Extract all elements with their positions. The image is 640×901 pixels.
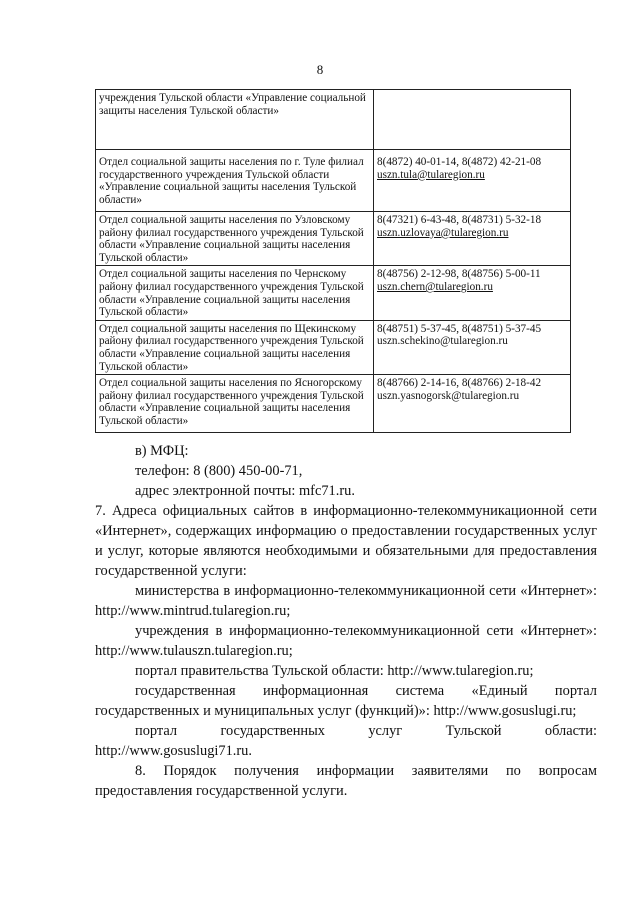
mfc-phone: телефон: 8 (800) 450-00-71, [135,463,303,479]
office-phones: 8(48766) 2-14-16, 8(48766) 2-18-42 [377,377,542,390]
paragraph-7-text: 7. Адреса официальных сайтов в информационно-телекоммуникационной сети «Интернет», содержащих информацию о предоставлении государственных услуг и услуг, которые являются необходимыми и обязательными для предоставления государственной услуги: [95,503,597,579]
offices-table [95,89,571,433]
office-contacts-cell [374,375,571,433]
mfc-email: адрес электронной почты: mfc71.ru. [135,483,355,499]
epgu-site: государственная информационная система «Единый портал государственных и муниципальных услуг (функций)»: http://www.gosuslugi.ru; [95,683,597,719]
office-phones: 8(48756) 2-12-98, 8(48756) 5-00-11 [377,268,541,281]
office-name-cell: Отдел социальной защиты населения по Щекинскому району филиал государственного учреждения Тульской области «Управление социальной защиты населения Тульской области» [96,320,374,374]
office-email: uszn.schekino@tularegion.ru [377,335,508,348]
regional-portal-site: портал государственных услуг Тульской области: http://www.gosuslugi71.ru. [95,723,597,759]
office-phones: 8(4872) 40-01-14, 8(4872) 42-21-08 [377,156,542,168]
ministry-site: министерства в информационно-телекоммуникационной сети «Интернет»: http://www.mintrud.tularegion.ru; [95,583,597,619]
mfc-heading: в) МФЦ: [135,443,189,459]
office-name-cell: Отдел социальной защиты населения по г. Туле филиал государственного учреждения Тульской области «Управление социальной защиты населения Тульской области» [96,150,374,212]
gov-portal-site: портал правительства Тульской области: http://www.tularegion.ru; [135,663,534,679]
table-row [96,266,571,320]
table-row [96,320,571,374]
office-phones: 8(47321) 6-43-48, 8(48731) 5-32-18 [377,214,542,226]
page-number: 8 [316,62,324,77]
office-contacts-cell [374,266,571,320]
office-phones: 8(48751) 5-37-45, 8(48751) 5-37-45 [377,322,542,335]
table-row [96,375,571,433]
table-row [96,90,571,150]
table-row [96,150,571,212]
office-email-link[interactable]: uszn.tula@tularegion.ru [377,168,485,181]
office-contacts-cell [374,212,571,266]
agency-site: учреждения в информационно-телекоммуникационной сети «Интернет»: http://www.tulauszn.tularegion.ru; [95,623,597,659]
paragraph-7 [95,501,597,581]
office-contacts-cell [374,90,571,150]
office-email: uszn.yasnogorsk@tularegion.ru [377,389,520,402]
table-row [96,212,571,266]
office-contacts-cell [374,150,571,212]
office-name-cell: учреждения Тульской области «Управление социальной защиты населения Тульской области» [96,90,374,150]
document-body [95,441,597,801]
office-contacts-cell [374,320,571,374]
office-name-cell: Отдел социальной защиты населения по Узловскому району филиал государственного учреждения Тульской области «Управление социальной защиты населения Тульской области» [96,212,374,266]
office-email-link[interactable]: uszn.chern@tularegion.ru [377,280,493,293]
paragraph-8: 8. Порядок получения информации заявителями по вопросам предоставления государственной услуги. [95,763,597,799]
office-name-cell: Отдел социальной защиты населения по Чернскому району филиал государственного учреждения Тульской области «Управление социальной защиты населения Тульской области» [96,266,374,320]
office-name-cell: Отдел социальной защиты населения по Ясногорскому району филиал государственного учреждения Тульской области «Управление социальной защиты населения Тульской области» [96,375,374,433]
office-email-link[interactable]: uszn.uzlovaya@tularegion.ru [377,226,509,239]
